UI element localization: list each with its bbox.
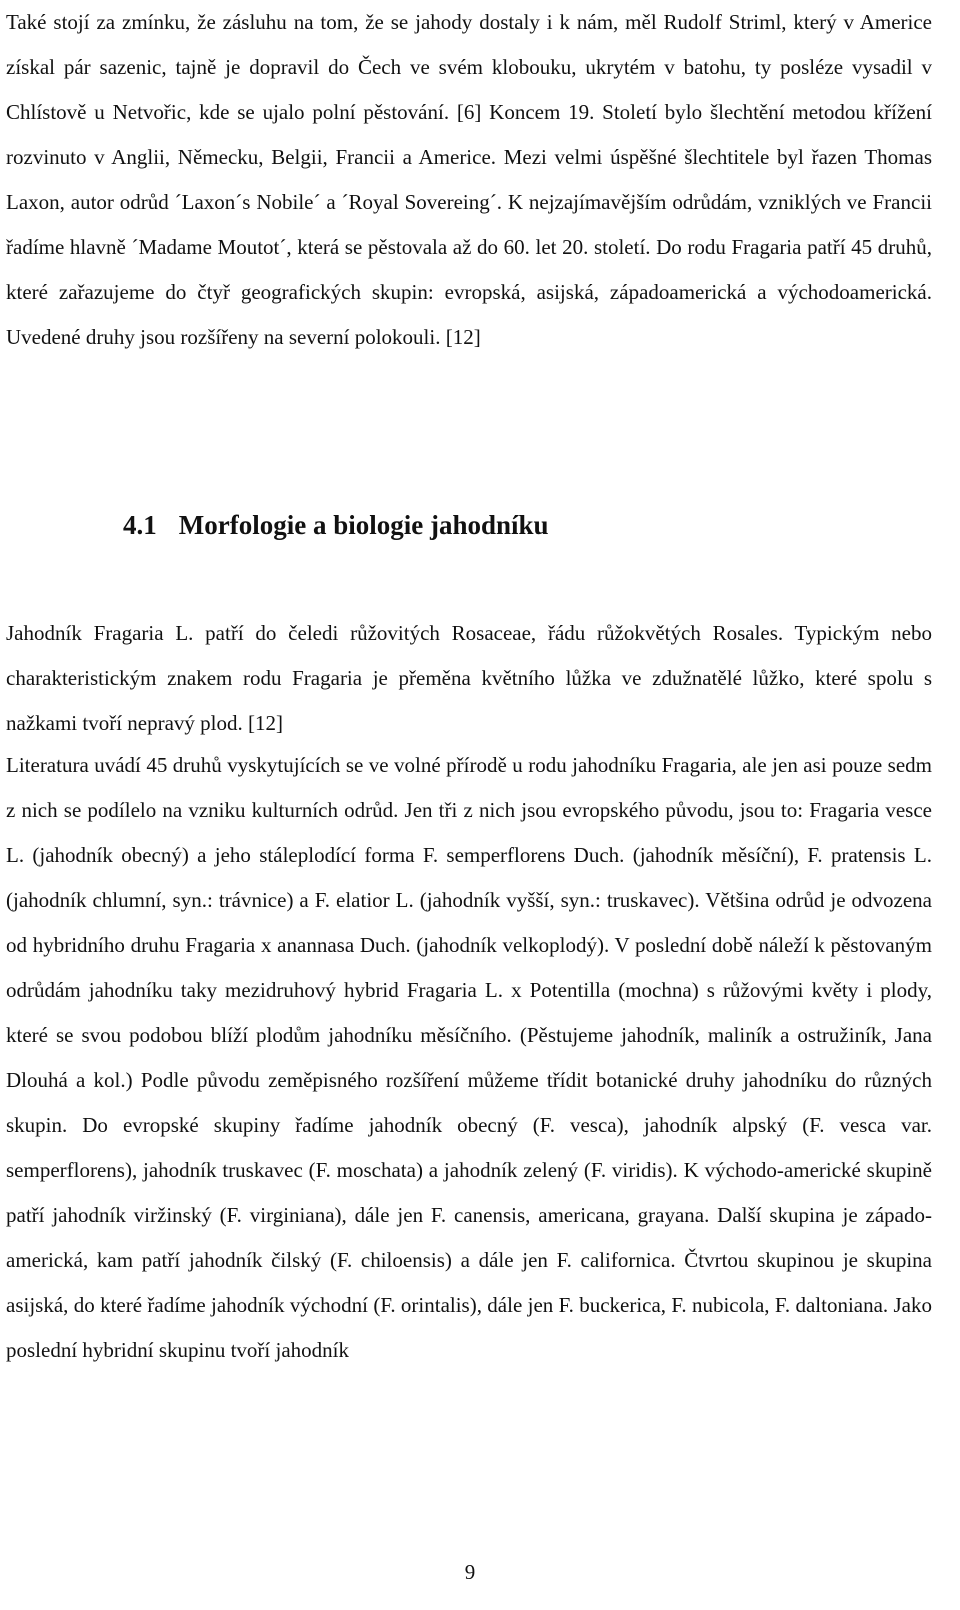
section-heading: [123, 510, 549, 541]
page-number: 9: [464, 1560, 476, 1584]
section-title: Morfologie a biologie jahodníku: [178, 510, 549, 540]
paragraph-history: Také stojí za zmínku, že zásluhu na tom, že se jahody dostaly i k nám, měl Rudolf Striml, který v Americe získal pár sazenic, tajně je dopravil do Čech ve svém klobouku, ukrytém v batohu, ty posléze vysadil v Chlístově u Netvořic, kde se ujalo polní pěstování. [6] Koncem 19. Století bylo šlechtění metodou křížení rozvinuto v Anglii, Německu, Belgii, Francii a Americe. Mezi velmi úspěšné šlechtitele byl řazen Thomas Laxon, autor odrůd ´Laxon´s Nobile´ a ´Royal Sovereing´. K nejzajímavějším odrůdám, vzniklých ve Francii řadíme hlavně ´Madame Moutot´, která se pěstovala až do 60. let 20. století. Do rodu Fragaria patří 45 druhů, které zařazujeme do čtyř geografických skupin: evropská, asijská, západoamerická a východoamerická. Uvedené druhy jsou rozšířeny na severní polokouli. [12]: [6, 10, 932, 349]
paragraph-species: Literatura uvádí 45 druhů vyskytujících se ve volné přírodě u rodu jahodníku Fragaria, ale jen asi pouze sedm z nich se podílelo na vzniku kulturních odrůd. Jen tři z nich jsou evropského původu, jsou to: Fragaria vesce L. (jahodník obecný) a jeho stáleplodící forma F. semperflorens Duch. (jahodník měsíční), F. pratensis L. (jahodník chlumní, syn.: trávnice) a F. elatior L. (jahodník vyšší, syn.: truskavec). Většina odrůd je odvozena od hybridního druhu Fragaria x anannasa Duch. (jahodník velkoplodý). V poslední době náleží k pěstovaným odrůdám jahodníku taky mezidruhový hybrid Fragaria L. x Potentilla (mochna) s růžovými květy i plody, které se svou podobou blíží plodům jahodníku měsíčního. (Pěstujeme jahodník, maliník a ostružiník, Jana Dlouhá a kol.) Podle původu zeměpisného rozšíření můžeme třídit botanické druhy jahodníku do různých skupin. Do evropské skupiny řadíme jahodník obecný (F. vesca), jahodník alpský (F. vesca var. semperflorens), jahodník truskavec (F. moschata) a jahodník zelený (F. viridis). K východo-americké skupině patří jahodník viržinský (F. virginiana), dále jen F. canensis, americana, grayana. Další skupina je západo-americká, kam patří jahodník čilský (F. chiloensis) a dále jen F. californica. Čtvrtou skupinou je skupina asijská, do které řadíme jahodník východní (F. orintalis), dále jen F. buckerica, F. nubicola, F. daltoniana. Jako poslední hybridní skupinu tvoří jahodník: [6, 753, 932, 1362]
paragraph-taxonomy: Jahodník Fragaria L. patří do čeledi růžovitých Rosaceae, řádu růžokvětých Rosales. Typickým nebo charakteristickým znakem rodu Fragaria je přeměna květního lůžka ve zdužnatělé lůžko, které spolu s nažkami tvoří nepravý plod. [12]: [6, 621, 932, 735]
section-number: 4.1: [123, 510, 157, 540]
